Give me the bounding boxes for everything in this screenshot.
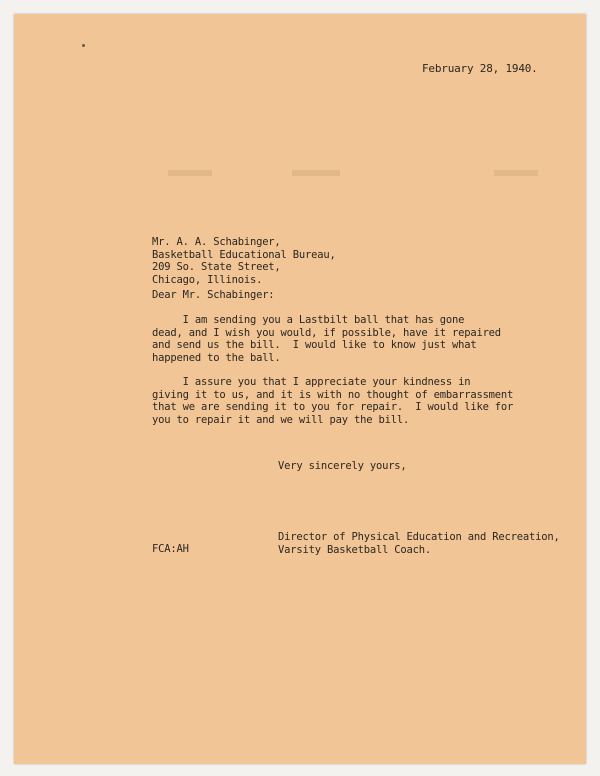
paragraph-line: you to repair it and we will pay the bill.: [152, 413, 410, 426]
faint-show-through-mark: [494, 170, 538, 176]
body-paragraph-2: [152, 376, 513, 426]
address-line: 209 So. State Street,: [152, 261, 281, 273]
paper-speck: [82, 44, 85, 47]
salutation: Dear Mr. Schabinger:: [152, 289, 275, 301]
address-line: Mr. A. A. Schabinger,: [152, 236, 281, 248]
letter-date: February 28, 1940.: [422, 62, 538, 75]
signature-block: [278, 531, 560, 556]
signature-line: Director of Physical Education and Recreation,: [278, 531, 560, 543]
paragraph-line: and send us the bill. I would like to know just what: [152, 339, 477, 351]
reference-initials: FCA:AH: [152, 543, 189, 555]
faint-show-through-mark: [292, 170, 340, 176]
recipient-address: [152, 236, 336, 286]
body-paragraph-1: [152, 314, 501, 364]
address-line: Basketball Educational Bureau,: [152, 248, 336, 261]
address-line: Chicago, Illinois.: [152, 273, 263, 286]
signature-line: Varsity Basketball Coach.: [278, 543, 432, 556]
paragraph-line: happened to the ball.: [152, 351, 281, 364]
paragraph-line: giving it to us, and it is with no thought of embarrassment: [152, 388, 514, 401]
paragraph-line: dead, and I wish you would, if possible, have it repaired: [152, 326, 501, 339]
paragraph-line: I assure you that I appreciate your kindness in: [152, 376, 471, 388]
paragraph-line: that we are sending it to you for repair. I would like for: [152, 401, 514, 413]
complimentary-closing: Very sincerely yours,: [278, 460, 407, 472]
paragraph-line: I am sending you a Lastbilt ball that has gone: [152, 314, 465, 326]
faint-show-through-mark: [168, 170, 212, 176]
